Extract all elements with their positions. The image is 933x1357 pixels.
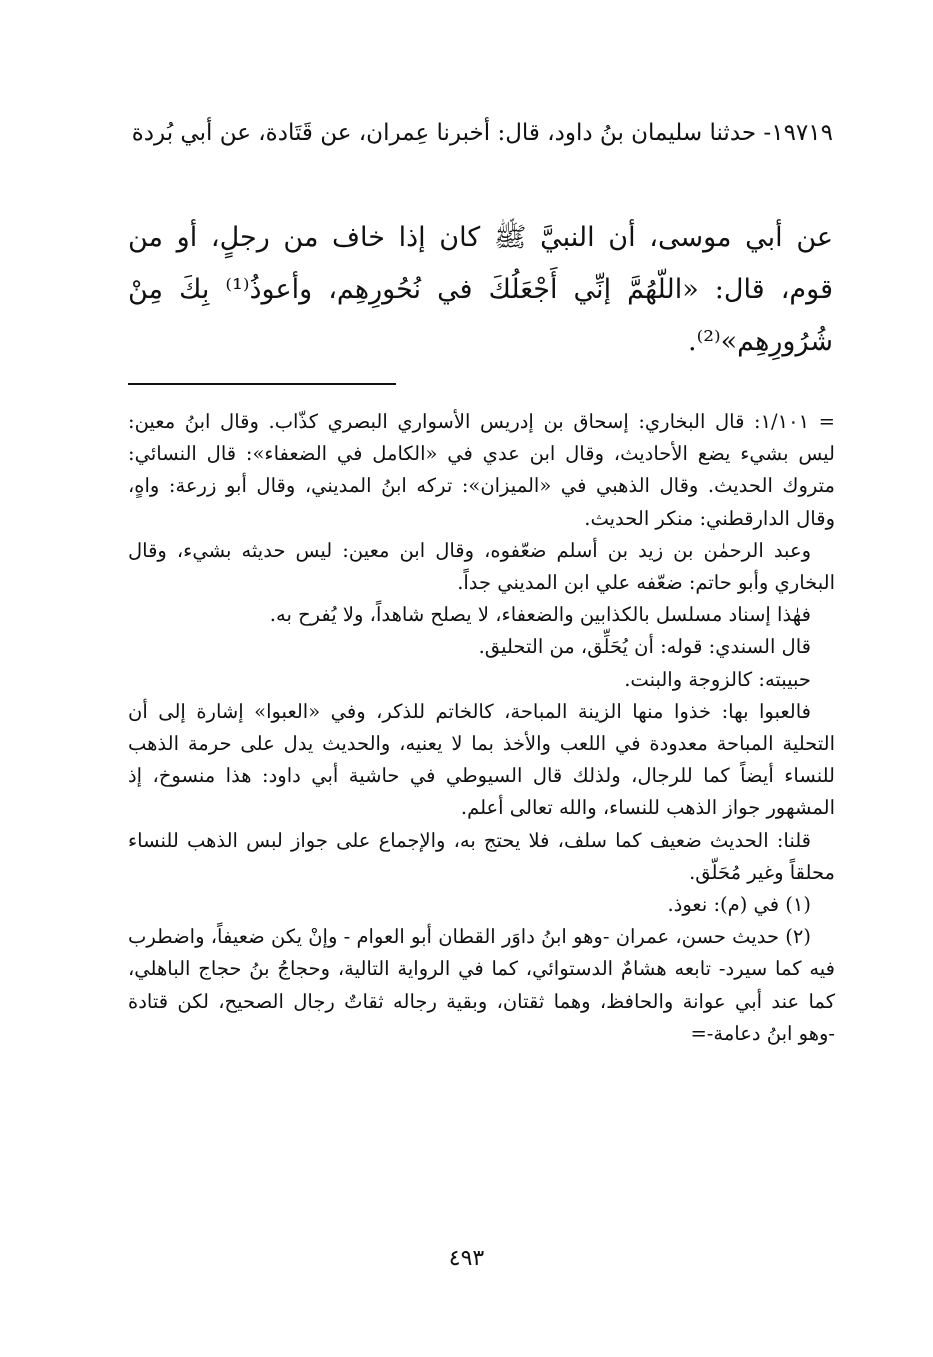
footnote-paragraph: حبيبته: كالزوجة والبنت. bbox=[624, 667, 811, 691]
footnotes bbox=[128, 406, 835, 1050]
footnote-paragraph: وعبد الرحمٰن بن زيد بن أسلم ضعّفوه، وقال ابن معين: ليس حديثه بشيء، وقال البخاري وأبو حاتم: ضعّفه علي ابن المديني جداً. bbox=[128, 538, 835, 595]
footnote-separator bbox=[128, 383, 396, 385]
footnote-paragraph: قلنا: الحديث ضعيف كما سلف، فلا يحتج به، والإجماع على جواز لبس الذهب للنساء محلقاً وغير مُحَلّق. bbox=[128, 828, 835, 884]
footnote-1: (١) في (م): نعوذ. bbox=[667, 893, 811, 917]
footnote-continuation: = ١/١٠١: قال البخاري: إسحاق بن إدريس الأسواري البصري كذّاب. وقال ابنُ معين: ليس بشيء يضع الأحاديث، وقال ابن عدي في «الكامل في الضعفاء»: قال النسائي: متروك الحديث. وقال الذهبي في «الميزان»: تركه ابنُ المديني، وقال أبو زرعة: واهٍ، وقال الدارقطني: منكر الحديث. bbox=[128, 410, 835, 530]
hadith-isnad: ١٩٧١٩- حدثنا سليمان بنُ داود، قال: أخبرنا عِمران، عن قَتَادة، عن أبي بُردة bbox=[131, 120, 833, 146]
hadith-matn: عن أبي موسى، أن النبيَّ ﷺ كان إذا خاف من رجلٍ، أو من قوم، قال: «اللّهُمَّ إنِّي أَجْعَلُكَ في نُحُورِهِم، وأعوذُ⁽¹⁾ بِكَ مِنْ شُرُورِهِم»⁽²⁾. bbox=[128, 222, 833, 357]
footnote-paragraph: فهٰذا إسناد مسلسل بالكذابين والضعفاء، لا يصلح شاهداً، ولا يُفرح به. bbox=[269, 603, 811, 627]
footnote-paragraph: قال السندي: قوله: أن يُحَلِّق، من التحليق. bbox=[478, 635, 811, 659]
page-number: ٤٩٣ bbox=[448, 1246, 485, 1271]
footnote-2: (٢) حديث حسن، عمران -وهو ابنُ داوَر القطان أبو العوام - وإنْ يكن ضعيفاً، واضطرب فيه كما سيرد- تابعه هشامٌ الدستوائي، كما في الرواية التالية، وحجاجُ بنُ حجاج الباهلي، كما عند أبي عوانة والحافظ، وهما ثقتان، وبقية رجاله ثقاتٌ رجال الصحيح، لكن قتادة -وهو ابنُ دعامة-= bbox=[128, 925, 835, 1045]
footnote-paragraph: فالعبوا بها: خذوا منها الزينة المباحة، كالخاتم للذكر، وفي «العبوا» إشارة إلى أن التحلية المباحة معدودة في اللعب والأخذ بما لا يعنيه، والحديث يدل على حرمة الذهب للنساء أيضاً كما للرجال، ولذلك قال السيوطي في حاشية أبي داود: هذا منسوخ، إذ المشهور جواز الذهب للنساء، والله تعالى أعلم. bbox=[128, 699, 835, 820]
